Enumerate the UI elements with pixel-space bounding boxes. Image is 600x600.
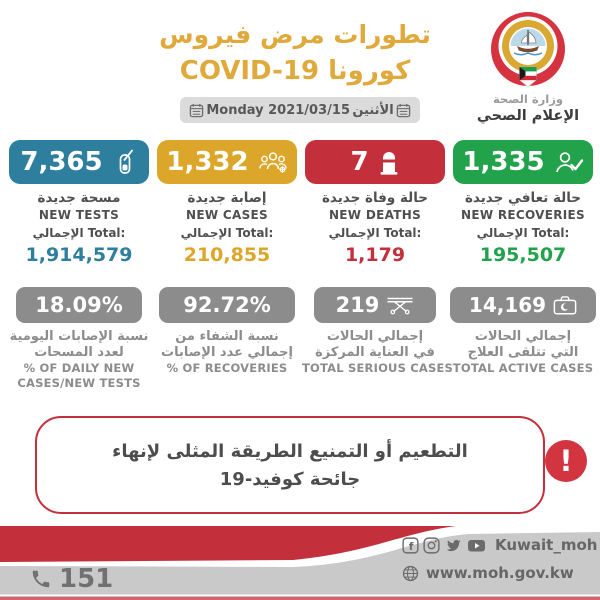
tests-total-value: 1,914,579: [25, 244, 133, 266]
serious-cases-label-en1: TOTAL SERIOUS CASES: [302, 361, 454, 375]
serious-cases-pill: [314, 287, 436, 323]
facebook-icon: [402, 537, 419, 554]
svg-text:f: f: [408, 539, 414, 553]
new-recoveries-label-en: NEW RECOVERIES: [460, 208, 585, 222]
youtube-icon: [467, 537, 486, 554]
tombstone-icon: [378, 148, 400, 176]
message-line1: التطعيم أو التمنيع الطريقة المثلى لإنهاء: [112, 440, 468, 462]
new-recoveries-value: 1,335: [462, 147, 545, 177]
total-label: الإجمالي Total:: [476, 226, 570, 240]
person-check-icon: [554, 150, 584, 174]
serious-cases-value: 219: [335, 293, 380, 317]
new-cases-label-en: NEW CASES: [186, 208, 268, 222]
globe-icon: [402, 565, 419, 582]
new-tests-value: 7,365: [20, 147, 103, 177]
card-new-tests: [6, 140, 152, 266]
new-cases-pill: [157, 140, 297, 184]
calendar-icon: [189, 103, 204, 118]
first-aid-case-icon: [553, 294, 577, 316]
logo-media-label: الإعلام الصحي: [476, 108, 580, 124]
moh-logo: [466, 8, 590, 124]
calendar-icon: [396, 103, 411, 118]
recovery-rate-label-ar2: إجمالي عدد الإصابات: [161, 345, 293, 360]
new-recoveries-pill: [453, 140, 593, 184]
new-cases-label-ar: إصابة جديدة: [187, 190, 267, 206]
date-bar: [180, 97, 420, 123]
card-new-deaths: [302, 140, 448, 266]
card-recovery-rate: [154, 287, 300, 375]
people-virus-icon: [258, 150, 288, 174]
active-cases-label-en1: TOTAL ACTIVE CASES: [452, 361, 594, 375]
social-row: [402, 536, 597, 554]
website-row: [402, 564, 574, 582]
new-deaths-label-en: NEW DEATHS: [328, 208, 422, 222]
recovery-rate-label-ar1: نسبة الشفاء من: [175, 329, 279, 344]
twitter-icon: [444, 537, 463, 554]
title-covid: كورونا COVID-19: [179, 56, 411, 86]
daily-rate-label-en1: % OF DAILY NEW: [23, 361, 135, 375]
alert-exclamation-icon: [545, 440, 587, 482]
cases-total-value: 210,855: [183, 244, 271, 266]
recovery-rate-pill: [159, 287, 295, 323]
website-url: www.moh.gov.kw: [426, 564, 574, 582]
date-arabic: الأثنين: [352, 102, 394, 118]
active-cases-label-ar1: إجمالي الحالات: [474, 329, 572, 344]
new-recoveries-label-ar: حالة تعافي جديدة: [464, 190, 582, 206]
new-tests-label-en: NEW TESTS: [38, 208, 120, 222]
stretcher-icon: [386, 295, 414, 315]
serious-cases-label-ar1: إجمالي الحالات: [326, 329, 424, 344]
card-new-cases: [154, 140, 300, 266]
total-label: الإجمالي Total:: [180, 226, 274, 240]
deaths-total-value: 1,179: [344, 244, 406, 266]
logo-ministry-label: وزارة الصحة: [493, 92, 563, 106]
total-label: الإجمالي Total:: [328, 226, 422, 240]
card-new-recoveries: [450, 140, 596, 266]
recovery-rate-label-en1: % OF RECOVERIES: [166, 361, 288, 375]
moh-emblem-icon: [488, 8, 568, 90]
daily-rate-label-ar2: لعدد المسحات: [34, 345, 124, 360]
hotline-number: 151: [59, 564, 114, 594]
swab-test-icon: [112, 148, 138, 176]
hotline: [30, 564, 113, 594]
new-tests-pill: [9, 140, 149, 184]
alert-mark: !: [559, 444, 573, 478]
new-deaths-pill: [305, 140, 445, 184]
active-cases-value: 14,169: [468, 293, 547, 317]
page-title: [128, 20, 462, 86]
title-arabic: تطورات مرض فيروس: [159, 20, 431, 49]
phone-icon: [30, 568, 52, 590]
recovery-rate-value: 92.72%: [183, 293, 271, 317]
new-cases-value: 1,332: [166, 147, 249, 177]
date-english: Monday 2021/03/15: [206, 102, 350, 118]
new-deaths-value: 7: [350, 147, 369, 177]
daily-rate-label-en2: CASES/NEW TESTS: [17, 376, 141, 390]
daily-rate-label-ar1: نسبة الإصابات اليومية: [9, 329, 149, 344]
daily-rate-value: 18.09%: [35, 293, 123, 317]
card-daily-rate: [6, 287, 152, 390]
card-serious-cases: [302, 287, 454, 375]
active-cases-pill: [450, 287, 596, 323]
total-label: الإجمالي Total:: [32, 226, 126, 240]
daily-rate-pill: [16, 287, 142, 323]
active-cases-label-ar2: التي تتلقى العلاج: [467, 345, 579, 360]
message-line2: جائحة كوفيد-19: [219, 468, 361, 490]
social-handle: Kuwait_moh: [495, 536, 598, 554]
new-tests-label-ar: مسحة جديدة: [37, 190, 121, 206]
vaccine-message-box: [35, 416, 545, 514]
recoveries-total-value: 195,507: [479, 244, 567, 266]
instagram-icon: [423, 537, 440, 554]
serious-cases-label-ar2: في العناية المركزة: [315, 345, 435, 360]
card-active-cases: [450, 287, 596, 375]
new-deaths-label-ar: حالة وفاة جديدة: [321, 190, 429, 206]
